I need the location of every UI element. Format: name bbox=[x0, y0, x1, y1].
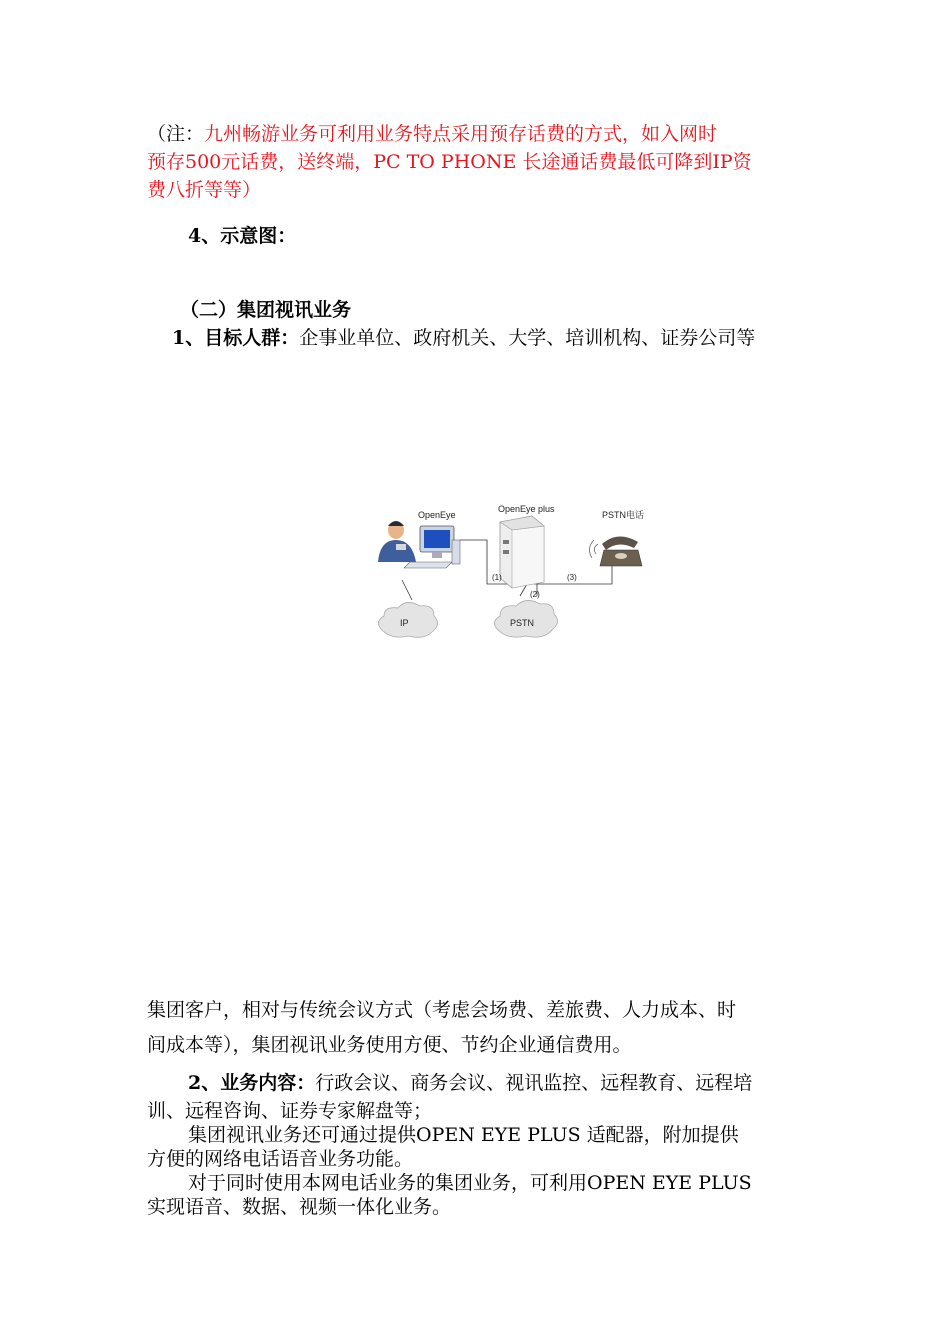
openeye-user-icon bbox=[378, 521, 416, 562]
computer-icon bbox=[404, 526, 460, 568]
link-user-to-ip-cloud bbox=[402, 580, 412, 600]
pstn-telephone-icon bbox=[589, 536, 642, 566]
note-line-2: 预存500元话费，送终端，PC TO PHONE 长途通话费最低可降到IP资 bbox=[147, 151, 752, 173]
section-4-heading: 4、示意图： bbox=[188, 225, 297, 247]
label-link-3: (3) bbox=[567, 573, 577, 582]
section-two-heading: （二）集团视讯业务 bbox=[180, 299, 352, 321]
note-red-text: 九州畅游业务可利用业务特点采用预存话费的方式，如入网时 bbox=[204, 123, 718, 145]
service-line-2: 训、远程咨询、证券专家解盘等； bbox=[147, 1100, 433, 1122]
service-line-3: 集团视讯业务还可通过提供OPEN EYE PLUS 适配器，附加提供 bbox=[188, 1124, 739, 1146]
service-label: 2、业务内容： bbox=[188, 1072, 316, 1094]
label-openeye: OpenEye bbox=[418, 510, 456, 520]
label-pstn-phone: PSTN电话 bbox=[602, 510, 645, 520]
label-openeye-plus: OpenEye plus bbox=[498, 504, 555, 514]
note-prefix: （注： bbox=[147, 123, 205, 145]
service-line-6: 实现语音、数据、视频一体化业务。 bbox=[147, 1196, 452, 1218]
label-ip: IP bbox=[400, 618, 409, 628]
label-pstn-cloud: PSTN bbox=[510, 618, 535, 628]
note-line-3: 费八折等等） bbox=[147, 179, 262, 201]
service-line-4: 方便的网络电话语音业务功能。 bbox=[147, 1148, 414, 1170]
label-link-1: (1) bbox=[492, 573, 502, 582]
service-line-1 bbox=[188, 1069, 752, 1097]
target-audience-line bbox=[172, 324, 755, 352]
openeye-plus-device-icon bbox=[500, 516, 544, 588]
service-line-5: 对于同时使用本网电话业务的集团业务，可利用OPEN EYE PLUS bbox=[188, 1172, 752, 1194]
label-link-2: (2) bbox=[530, 590, 540, 599]
service-text: 行政会议、商务会议、视讯监控、远程教育、远程培 bbox=[315, 1072, 753, 1094]
customers-line-2: 间成本等），集团视讯业务使用方便、节约企业通信费用。 bbox=[147, 1034, 632, 1056]
customers-line-1: 集团客户，相对与传统会议方式（考虑会场费、差旅费、人力成本、时 bbox=[147, 999, 737, 1021]
target-audience-text: 企事业单位、政府机关、大学、培训机构、证券公司等 bbox=[299, 327, 756, 349]
note-line-1 bbox=[147, 120, 717, 148]
network-diagram bbox=[372, 500, 662, 650]
target-audience-label: 1、目标人群： bbox=[172, 327, 300, 349]
